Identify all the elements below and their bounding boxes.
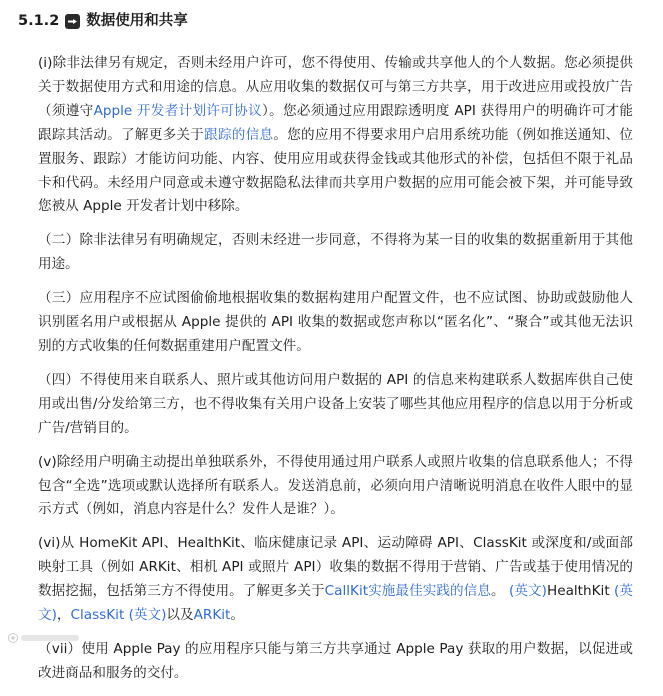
paragraph-text: （四）不得使用来自联系人、照片或其他访问用户数据的 API 的信息来构建联系人数据库供自己使用或出售/分发给第三方，也不得收集有关用户设备上安装了哪些其他应用程序的信息以用于分析或广告/营销目的。: [38, 371, 633, 436]
paragraph-vi: [38, 532, 633, 628]
paragraph-text: 。: [490, 583, 510, 600]
paragraph-text: （二）除非法律另有明确规定，否则未经进一步同意，不得将为某一目的收集的数据重新用于其他用途。: [38, 232, 633, 273]
paragraph-iii: [38, 287, 633, 359]
paragraph-v: [38, 451, 633, 523]
hand-icon: [65, 14, 80, 29]
paragraph-text: ）。您必须通过应用跟踪透明度 API 获得用户的明确许可才能跟踪其活动。了解更多关于: [38, 102, 633, 143]
watermark-logo: [8, 632, 82, 647]
paragraph-text: HealthKit: [546, 583, 615, 600]
paragraph-text: 以及: [166, 607, 194, 624]
section-heading: [18, 10, 188, 32]
inline-link[interactable]: (英文): [38, 583, 633, 624]
section-title: 数据使用和共享: [86, 13, 188, 29]
paragraph-text: (v)除经用户明确主动提出单独联系外，不得使用通过用户联系人或照片收集的信息联系他人；不得包含“全选”选项或默认选择所有联系人。发送消息前，必须向用户清晰说明消息在收件人眼中的显示方式（例如，消息内容是什么？发件人是谁？）。: [38, 453, 633, 518]
paragraph-i: [38, 52, 633, 219]
paragraph-text: (vi)从 HomeKit API、HealthKit、临床健康记录 API、运动障碍 API、ClassKit 或深度和/或面部映射工具（例如 ARKit、相机 API 或照片 API）收集的数据不得用于营销、广告或基于使用情况的数据挖掘，包括第三方不得使用。了解更多关于: [38, 535, 633, 600]
paragraph-vii: [38, 638, 633, 686]
paragraph-text: （vii）使用 Apple Pay 的应用程序只能与第三方共享通过 Apple Pay 获取的用户数据，以促进或改进商品和服务的交付。: [38, 640, 633, 681]
inline-link[interactable]: ARKit: [193, 607, 231, 624]
paragraph-text: (i)除非法律另有规定，否则未经用户许可，您不得使用、传输或共享他人的个人数据。您必须提供关于数据使用方式和用途的信息。从应用收集的数据仅可与第三方共享，用于改进应用或投放广告（须遵守: [38, 55, 633, 119]
inline-link[interactable]: CallKit实施最佳实践的信息: [324, 583, 491, 600]
inline-link[interactable]: Apple 开发者计划许可协议: [93, 102, 262, 119]
guideline-body: [38, 52, 633, 696]
inline-link[interactable]: ClassKit (英文): [70, 607, 167, 624]
paragraph-iv: [38, 369, 633, 441]
inline-link[interactable]: (英文): [509, 583, 547, 600]
paragraph-text: 。您的应用不得要求用户启用系统功能（例如推送通知、位置服务、跟踪）才能访问功能、内容、使用应用或获得金钱或其他形式的补偿，包括但不限于礼品卡和代码。未经用户同意或未遵守数据隐私法律而共享用户数据的应用可能会被下架，并可能导致您被从 Apple 开发者计划中移除。: [38, 126, 634, 215]
section-number: 5.1.2: [18, 13, 60, 29]
paragraph-text: （三）应用程序不应试图偷偷地根据收集的数据构建用户配置文件，也不应试图、协助或鼓励他人识别匿名用户或根据从 Apple 提供的 API 收集的数据或您声称以“匿名化”、“聚合”或其他无法识别的方式收集的任何数据重建用户配置文件。: [38, 290, 633, 354]
paragraph-text: ，: [56, 607, 71, 624]
inline-link[interactable]: 跟踪的信息: [204, 126, 274, 143]
paragraph-ii: [38, 229, 633, 277]
paragraph-text: 。: [230, 607, 244, 624]
